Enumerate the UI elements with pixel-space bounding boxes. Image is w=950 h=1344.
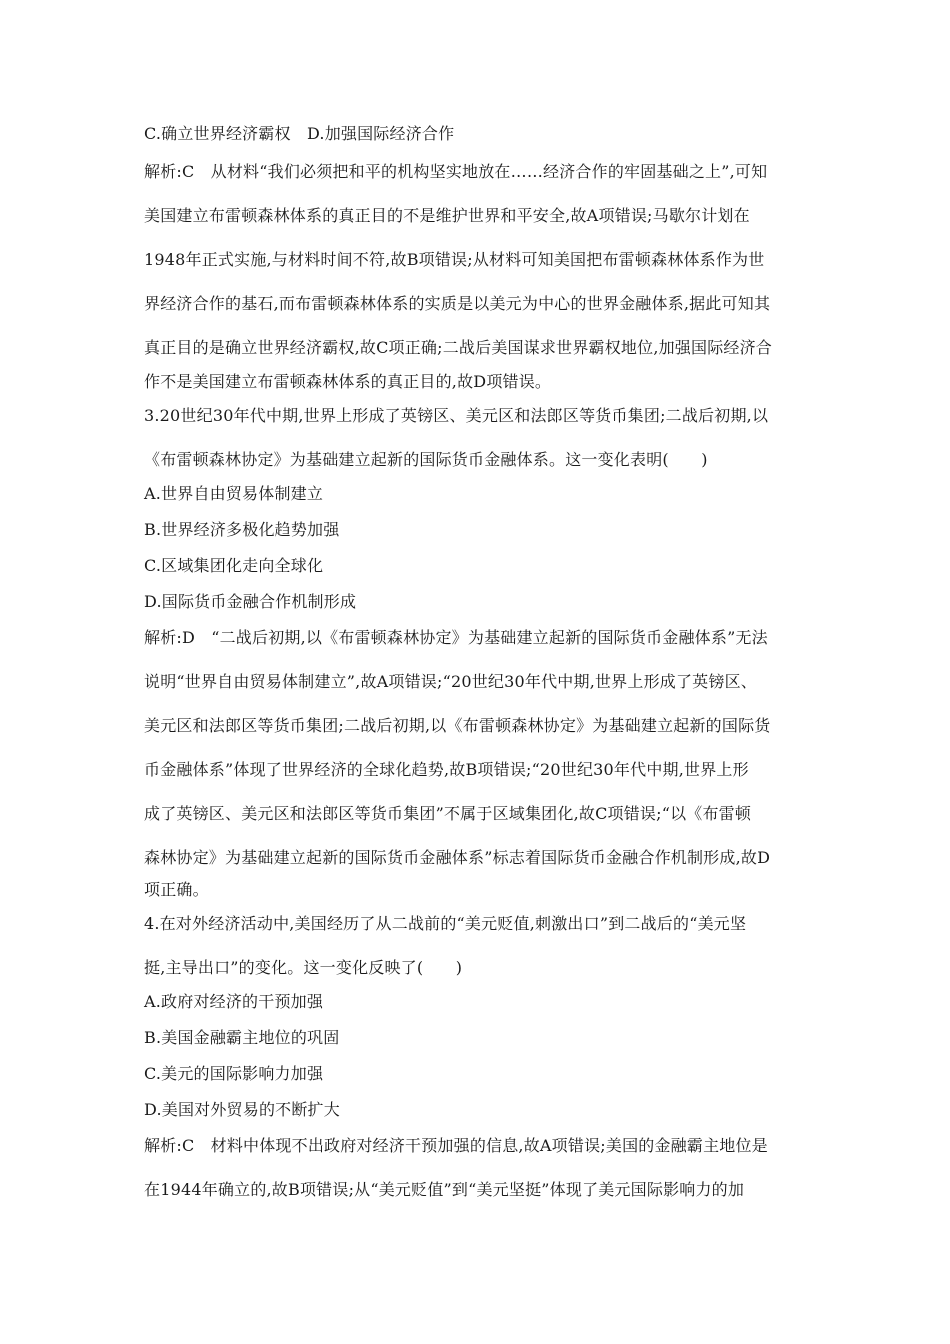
- analysis-line: 界经济合作的基石,而布雷顿森林体系的实质是以美元为中心的世界金融体系,据此可知其: [144, 294, 771, 313]
- option-c: C.美元的国际影响力加强: [144, 1064, 324, 1083]
- option-a: A.政府对经济的干预加强: [144, 992, 324, 1011]
- analysis-line: 美元区和法郎区等货币集团;二战后初期,以《布雷顿森林协定》为基础建立起新的国际货: [144, 716, 771, 735]
- option-c: C.区域集团化走向全球化: [144, 556, 324, 575]
- analysis-line: 解析:D “二战后初期,以《布雷顿森林协定》为基础建立起新的国际货币金融体系”无法: [144, 628, 768, 647]
- question-line: 挺,主导出口”的变化。这一变化反映了( ): [144, 958, 463, 977]
- option-d: D.美国对外贸易的不断扩大: [144, 1100, 340, 1119]
- analysis-line: 解析:C 从材料“我们必须把和平的机构坚实地放在……经济合作的牢固基础之上”,可知: [144, 162, 768, 181]
- analysis-line: 森林协定》为基础建立起新的国际货币金融体系”标志着国际货币金融合作机制形成,故D: [144, 848, 771, 867]
- analysis-line: 美国建立布雷顿森林体系的真正目的不是维护世界和平安全,故A项错误;马歇尔计划在: [144, 206, 750, 225]
- option-d: D.国际货币金融合作机制形成: [144, 592, 357, 611]
- analysis-line: 币金融体系”体现了世界经济的全球化趋势,故B项错误;“20世纪30年代中期,世界上形: [144, 760, 749, 779]
- analysis-line: 说明“世界自由贸易体制建立”,故A项错误;“20世纪30年代中期,世界上形成了英镑区、: [144, 672, 757, 691]
- question-line: 4.在对外经济活动中,美国经历了从二战前的“美元贬值,刺激出口”到二战后的“美元坚: [144, 914, 747, 933]
- analysis-line: 作不是美国建立布雷顿森林体系的真正目的,故D项错误。: [144, 372, 552, 391]
- question-line: 《布雷顿森林协定》为基础建立起新的国际货币金融体系。这一变化表明( ): [144, 450, 708, 469]
- question-line: 3.20世纪30年代中期,世界上形成了英镑区、美元区和法郎区等货币集团;二战后初期,以: [144, 406, 769, 425]
- analysis-line: 真正目的是确立世界经济霸权,故C项正确;二战后美国谋求世界霸权地位,加强国际经济合: [144, 338, 773, 357]
- option-line: C.确立世界经济霸权 D.加强国际经济合作: [144, 124, 455, 143]
- analysis-line: 1948年正式实施,与材料时间不符,故B项错误;从材料可知美国把布雷顿森林体系作为世: [144, 250, 765, 269]
- option-b: B.世界经济多极化趋势加强: [144, 520, 340, 539]
- option-a: A.世界自由贸易体制建立: [144, 484, 324, 503]
- analysis-line: 在1944年确立的,故B项错误;从“美元贬值”到“美元坚挺”体现了美元国际影响力的加: [144, 1180, 745, 1199]
- option-b: B.美国金融霸主地位的巩固: [144, 1028, 340, 1047]
- analysis-line: 成了英镑区、美元区和法郎区等货币集团”不属于区域集团化,故C项错误;“以《布雷顿: [144, 804, 752, 823]
- analysis-line: 解析:C 材料中体现不出政府对经济干预加强的信息,故A项错误;美国的金融霸主地位是: [144, 1136, 768, 1155]
- analysis-line: 项正确。: [144, 880, 209, 899]
